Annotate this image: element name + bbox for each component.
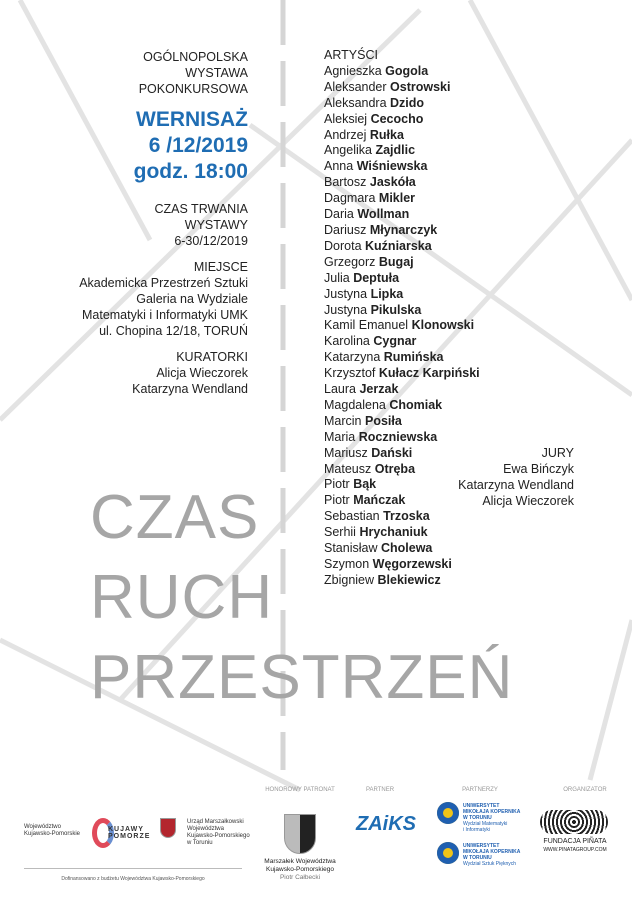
artist-first-name: Laura xyxy=(324,382,356,397)
artist-last-name: Jaskóła xyxy=(369,175,416,190)
artist-last-name: Deptuła xyxy=(353,270,400,285)
artists-label: ARTYŚCI xyxy=(324,48,378,62)
artist-first-name: Mateusz xyxy=(324,461,372,476)
artist-first-name: Daria xyxy=(324,207,354,222)
artist-first-name: Justyna xyxy=(324,302,368,317)
artists-list xyxy=(324,48,480,589)
artist-item xyxy=(324,334,480,350)
artist-item xyxy=(324,430,480,446)
artist-item xyxy=(324,493,480,509)
coat-of-arms-icon xyxy=(160,818,176,838)
artist-last-name: Blekiewicz xyxy=(377,572,441,587)
title-word: RUCH xyxy=(90,563,274,632)
venue-label: MIEJSCE xyxy=(193,260,248,274)
artist-first-name: Maria xyxy=(324,429,356,444)
artist-first-name: Piotr xyxy=(324,477,350,492)
jury-label: JURY xyxy=(541,446,574,460)
artist-first-name: Grzegorz xyxy=(324,254,376,269)
artist-last-name: Gogola xyxy=(385,63,429,78)
artist-item xyxy=(324,318,480,334)
artist-last-name: Rumińska xyxy=(383,350,444,365)
artist-item xyxy=(324,96,480,112)
artist-last-name: Ostrowski xyxy=(390,79,451,94)
duration-label: WYSTAWY xyxy=(184,218,248,232)
venue-line: Akademicka Przestrzeń Sztuki xyxy=(79,276,248,290)
artist-last-name: Cygnar xyxy=(373,334,417,349)
artist-item xyxy=(324,207,480,223)
artist-first-name: Aleksandra xyxy=(324,95,387,110)
artist-item xyxy=(324,64,480,80)
artist-item xyxy=(324,462,480,478)
duration-label: CZAS TRWANIA xyxy=(154,202,248,216)
artist-item xyxy=(324,366,480,382)
region-text: Województwo Kujawsko-Pomorskie xyxy=(24,824,81,837)
artist-last-name: Kuźniarska xyxy=(365,238,432,253)
artist-first-name: Agnieszka xyxy=(324,63,382,78)
venue-line: Galeria na Wydziale xyxy=(136,292,248,306)
artist-item xyxy=(324,112,480,128)
artist-item xyxy=(324,80,480,96)
artist-item xyxy=(324,350,480,366)
artist-first-name: Mariusz xyxy=(324,445,368,460)
artist-item xyxy=(324,191,480,207)
zaiks-logo: ZAiKS xyxy=(356,813,416,835)
artist-first-name: Dorota xyxy=(324,238,362,253)
artist-item xyxy=(324,303,480,319)
artist-last-name: Pikulska xyxy=(370,302,422,317)
funding-note: Dofinansowano z budżetu Województwa Kujawsko-Pomorskiego xyxy=(61,876,205,882)
artist-first-name: Marcin xyxy=(324,413,362,428)
partners-label: PARTNERZY xyxy=(462,787,498,793)
artist-last-name: Trzoska xyxy=(383,509,430,524)
artist-item xyxy=(324,557,480,573)
artist-last-name: Jerzak xyxy=(359,382,399,397)
artist-item xyxy=(324,287,480,303)
artist-item xyxy=(324,477,480,493)
organizer-label: ORGANIZATOR xyxy=(563,787,607,793)
artist-last-name: Dzido xyxy=(390,95,425,110)
artist-last-name: Mańczak xyxy=(353,493,406,508)
artist-first-name: Karolina xyxy=(324,334,370,349)
jury-name: Katarzyna Wendland xyxy=(458,478,574,492)
artist-first-name: Stanisław xyxy=(324,541,378,556)
artist-item xyxy=(324,239,480,255)
artist-first-name: Bartosz xyxy=(324,175,367,190)
divider xyxy=(24,868,242,869)
artist-first-name: Angelika xyxy=(324,143,372,158)
artist-first-name: Magdalena xyxy=(324,397,386,412)
artist-first-name: Aleksiej xyxy=(324,111,368,126)
artist-last-name: Węgorzewski xyxy=(372,557,452,571)
artist-last-name: Mikler xyxy=(378,191,416,206)
artist-last-name: Rułka xyxy=(369,127,404,142)
opening-date: 6 /12/2019 xyxy=(148,134,248,157)
artist-first-name: Dariusz xyxy=(324,222,367,237)
artist-item xyxy=(324,525,480,541)
artist-first-name: Justyna xyxy=(324,286,368,301)
artist-last-name: Posiła xyxy=(365,413,402,428)
artist-item xyxy=(324,255,480,271)
artist-last-name: Lipka xyxy=(370,286,404,301)
title-word: CZAS xyxy=(90,483,260,552)
artist-item xyxy=(324,414,480,430)
pinata-text: FUNDACJA PIÑATA WWW.PINATAGROUP.COM xyxy=(543,838,607,853)
artist-item xyxy=(324,398,480,414)
artist-item xyxy=(324,271,480,287)
artist-last-name: Bugaj xyxy=(378,254,414,269)
artist-last-name: Cecocho xyxy=(370,111,424,126)
curator-name: Alicja Wieczorek xyxy=(156,366,248,380)
duration-value: 6-30/12/2019 xyxy=(174,234,248,248)
artist-last-name: Klonowski xyxy=(411,318,475,333)
artist-last-name: Chomiak xyxy=(389,397,443,412)
opening-info xyxy=(8,107,248,185)
urzad-text: Urząd Marszałkowski Województwa Kujawsko-Pomorskiego w Toruniu xyxy=(187,819,250,846)
artist-last-name: Kułacz Karpiński xyxy=(378,366,480,381)
jury xyxy=(458,445,574,509)
venue-line: ul. Chopina 12/18, TORUŃ xyxy=(99,324,248,338)
artist-item xyxy=(324,159,480,175)
intro-line: POKONKURSOWA xyxy=(138,82,248,96)
artist-item xyxy=(324,223,480,239)
artist-last-name: Bąk xyxy=(353,477,377,492)
artist-item xyxy=(324,128,480,144)
artist-last-name: Zajdlic xyxy=(375,143,416,158)
artist-first-name: Sebastian xyxy=(324,509,380,524)
jury-name: Ewa Bińczyk xyxy=(503,462,574,476)
artist-first-name: Szymon xyxy=(324,557,370,571)
artist-last-name: Młynarczyk xyxy=(369,222,438,237)
partner-label: PARTNER xyxy=(365,787,395,793)
umk-logo-icon xyxy=(437,842,459,864)
patron-label: HONOROWY PATRONAT xyxy=(265,787,335,793)
artist-first-name: Zbigniew xyxy=(324,572,375,587)
artist-item xyxy=(324,541,480,557)
umk-logo-icon xyxy=(437,802,459,824)
intro-line: OGÓLNOPOLSKA xyxy=(143,50,248,64)
kujawy-text: KUJAWY POMORZE xyxy=(108,826,151,840)
curators-label: KURATORKI xyxy=(176,350,248,364)
jury-name: Alicja Wieczorek xyxy=(482,494,574,508)
pinata-logo-icon xyxy=(540,810,608,834)
artist-last-name: Cholewa xyxy=(380,541,433,556)
opening-title: WERNISAŻ xyxy=(136,108,248,131)
artist-item xyxy=(324,573,480,589)
artist-first-name: Kamil Emanuel xyxy=(324,318,409,333)
artist-first-name: Julia xyxy=(324,270,350,285)
artist-first-name: Dagmara xyxy=(324,191,376,206)
artist-first-name: Anna xyxy=(324,159,354,174)
info-column xyxy=(8,49,248,407)
artist-last-name: Hrychaniuk xyxy=(359,525,428,540)
intro-line: WYSTAWA xyxy=(185,66,248,80)
artist-first-name: Krzysztof xyxy=(324,366,376,381)
artist-item xyxy=(324,175,480,191)
artist-item xyxy=(324,446,480,462)
artist-first-name: Aleksander xyxy=(324,79,387,94)
artist-item xyxy=(324,382,480,398)
patron-text: Marszałek Województwa Kujawsko-Pomorskiego Piotr Całbecki xyxy=(264,858,336,881)
artist-item xyxy=(324,509,480,525)
artist-item xyxy=(324,143,480,159)
umk2-text: UNIWERSYTET MIKOŁAJA KOPERNIKA W TORUNIU Wydział Sztuk Pięknych xyxy=(463,843,521,867)
artist-first-name: Serhii xyxy=(324,525,356,540)
artist-last-name: Wollman xyxy=(357,207,410,222)
artist-last-name: Roczniewska xyxy=(358,429,438,444)
curator-name: Katarzyna Wendland xyxy=(132,382,248,396)
eagle-emblem-icon xyxy=(284,814,316,854)
artist-last-name: Otręba xyxy=(374,461,416,476)
opening-time: godz. 18:00 xyxy=(133,160,248,183)
artist-last-name: Dański xyxy=(371,445,413,460)
title-word: PRZESTRZEŃ xyxy=(90,643,514,712)
artist-last-name: Wiśniewska xyxy=(356,159,428,174)
artist-first-name: Katarzyna xyxy=(324,350,381,365)
venue-line: Matematyki i Informatyki UMK xyxy=(81,308,248,322)
artist-first-name: Piotr xyxy=(324,493,350,508)
artist-first-name: Andrzej xyxy=(324,127,367,142)
umk1-text: UNIWERSYTET MIKOŁAJA KOPERNIKA W TORUNIU Wydział Matematyki i Informatyki xyxy=(463,803,521,833)
